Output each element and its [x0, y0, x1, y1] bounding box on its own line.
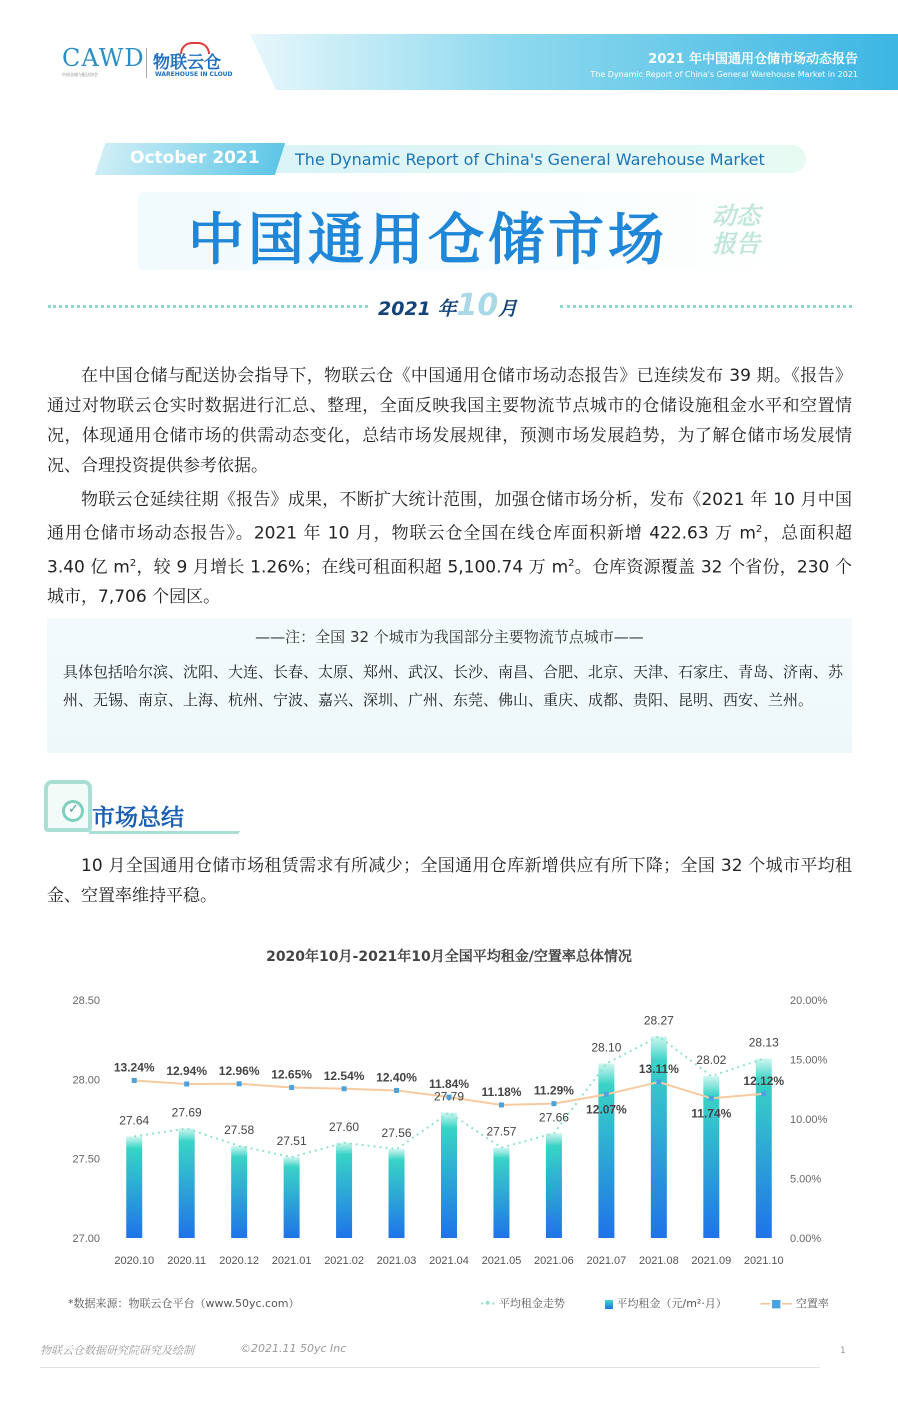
vacancy-marker: [184, 1082, 189, 1087]
vacancy-value-label: 12.07%: [586, 1102, 627, 1117]
vacancy-value-label: 13.24%: [113, 1060, 155, 1075]
x-tick-label: 2021.05: [481, 1255, 522, 1267]
trend-legend-icon: ·•·: [480, 1297, 496, 1310]
rent-value-label: 27.66: [538, 1110, 569, 1125]
stats-text-3: ，较 9 月增长 1.26%；在线可租面积超 5,100.74 万 m: [136, 557, 569, 578]
vacancy-marker: [237, 1081, 242, 1086]
report-date-year: 2021 年: [378, 298, 457, 320]
vacancy-marker: [761, 1091, 766, 1096]
stats-text-2: ，总面积超 3.40 亿 m: [47, 523, 852, 578]
rent-value-label: 27.69: [171, 1105, 202, 1120]
banner-title-en: The Dynamic Report of China's General Warehouse Market: [295, 150, 765, 169]
x-tick-label: 2020.10: [114, 1255, 155, 1267]
rent-bar: [231, 1146, 247, 1238]
vacancy-value-label: 11.29%: [533, 1083, 574, 1098]
chart-source: *数据来源：物联云仓平台（www.50yc.com）: [68, 1297, 300, 1310]
x-tick-label: 2021.01: [271, 1255, 312, 1267]
rent-value-label: 28.10: [591, 1040, 622, 1055]
vacancy-marker: [342, 1086, 347, 1091]
x-tick-label: 2021.04: [429, 1255, 469, 1267]
wlyc-logo: 物联云仓: [153, 53, 221, 73]
note-body: 具体包括哈尔滨、沈阳、大连、长春、太原、郑州、武汉、长沙、南昌、合肥、北京、天津、石家庄、青岛、济南、苏州、无锡、南京、上海、杭州、宁波、嘉兴、深圳、广州、东莞、佛山、重庆、成都、贵阳、昆明、西安、兰州。: [63, 663, 844, 709]
sup-1: 2: [755, 524, 763, 535]
city-note-box: [47, 618, 852, 753]
bar-legend-icon: [605, 1300, 613, 1309]
rent-value-label: 27.79: [433, 1089, 465, 1104]
y-left-tick-label: 28.50: [72, 995, 100, 1007]
vacancy-marker: [656, 1079, 661, 1084]
legend-rent: [605, 1295, 727, 1311]
y-left-tick-label: 28.00: [72, 1074, 100, 1087]
summary-paragraph: 10 月全国通用仓储市场租赁需求有所减少；全国通用仓库新增供应有所下降；全国 32 个城市平均租金、空置率维持平稳。: [47, 856, 852, 906]
check-icon: ✓: [68, 802, 79, 817]
vacancy-marker: [289, 1085, 294, 1090]
y-left-tick-label: 27.00: [72, 1233, 100, 1245]
vacancy-value-label: 11.84%: [428, 1077, 470, 1092]
vacancy-value-label: 13.11%: [638, 1061, 679, 1076]
footer-copyright: ©2021.11 50yc Inc: [240, 1342, 347, 1355]
rent-value-label: 27.64: [119, 1113, 150, 1128]
chart-title: 2020年10月-2021年10月全国平均租金/空置率总体情况: [266, 949, 632, 965]
rent-bar: [336, 1143, 352, 1238]
legend-vacancy-label: 空置率: [795, 1297, 829, 1310]
y-right-tick-label: 5.00%: [790, 1173, 822, 1186]
main-title-sub: 动态报告: [712, 202, 760, 258]
note-title: ——注：全国 32 个城市为我国部分主要物流节点城市——: [255, 628, 644, 646]
vacancy-value-label: 11.18%: [481, 1084, 522, 1099]
legend-trend: [480, 1295, 565, 1311]
rent-bar: [389, 1149, 405, 1238]
section-title: 市场总结: [92, 805, 184, 831]
footer-divider: [40, 1367, 820, 1368]
page-header: [0, 0, 898, 100]
rent-bar: [598, 1063, 614, 1238]
rent-vacancy-chart: [0, 975, 898, 1290]
rent-bar: [441, 1113, 457, 1238]
x-tick-label: 2021.02: [324, 1255, 364, 1267]
header-title: 2021 年中国通用仓储市场动态报告: [648, 52, 858, 67]
legend-vacancy: [760, 1295, 829, 1311]
rent-value-label: 28.13: [748, 1035, 779, 1050]
x-tick-label: 2021.09: [691, 1255, 732, 1267]
rent-bar: [546, 1133, 562, 1238]
stats-text-1: 物联云仓延续往期《报告》成果，不断扩大统计范围，加强仓储市场分析，发布《2021 年 10 月中国通用仓储市场动态报告》。2021 年 10 月，物联云仓全国在线仓库面积新增 422.63 万 m: [47, 490, 852, 544]
cawd-logo-subtitle: 中国仓储与配送协会: [62, 72, 98, 77]
rent-bar: [179, 1129, 195, 1238]
vacancy-marker: [394, 1088, 399, 1093]
y-right-tick-label: 10.00%: [790, 1114, 828, 1126]
x-tick-label: 2020.11: [167, 1255, 207, 1267]
x-tick-label: 2021.06: [534, 1255, 574, 1267]
legend-trend-label: 平均租金走势: [498, 1297, 565, 1310]
cawd-logo: CAWD: [62, 44, 145, 72]
vacancy-value-label: 11.74%: [691, 1106, 732, 1121]
y-right-tick-label: 20.00%: [790, 995, 828, 1007]
sup-3: 2: [568, 557, 575, 569]
rent-value-label: 27.57: [486, 1124, 517, 1139]
rent-value-label: 27.51: [276, 1134, 307, 1149]
rent-bar: [493, 1148, 509, 1238]
intro-paragraph: 在中国仓储与配送协会指导下，物联云仓《中国通用仓储市场动态报告》已连续发布 39 期。《报告》通过对物联云仓实时数据进行汇总、整理，全面反映我国主要物流节点城市的仓储设施租金水平和空置情况，体现通用仓储市场的供需动态变化，总结市场发展规律，预测市场发展趋势，为了解仓储市场发展情况、合理投资提供参考依据。: [47, 366, 852, 476]
date-divider-left: [48, 305, 368, 308]
vacancy-value-label: 12.96%: [218, 1063, 260, 1078]
vacancy-marker: [709, 1096, 714, 1101]
vacancy-value-label: 12.12%: [743, 1073, 785, 1088]
y-left-tick-label: 27.50: [72, 1153, 100, 1166]
rent-value-label: 27.58: [224, 1122, 255, 1137]
x-tick-label: 2021.10: [743, 1255, 784, 1267]
x-tick-label: 2021.07: [586, 1255, 627, 1267]
report-date-suffix: 月: [498, 298, 518, 320]
banner-month: October 2021: [130, 148, 260, 168]
stats-paragraph: [47, 485, 852, 612]
page-number: 1: [840, 1346, 846, 1356]
rent-bar: [126, 1136, 142, 1238]
wlyc-logo-subtitle: WAREHOUSE IN CLOUD: [155, 71, 233, 78]
logo-separator: [146, 48, 147, 78]
x-tick-label: 2021.08: [638, 1255, 679, 1267]
y-right-tick-label: 15.00%: [790, 1054, 828, 1067]
footer-credit: 物联云仓数据研究院研究及绘制: [40, 1344, 194, 1357]
vacancy-marker: [132, 1078, 137, 1083]
legend-rent-label: 平均租金（元/m²·月）: [616, 1297, 727, 1310]
rent-value-label: 28.27: [643, 1013, 674, 1028]
vacancy-value-label: 12.54%: [323, 1068, 365, 1083]
vacancy-value-label: 12.40%: [376, 1070, 417, 1085]
report-banner: [100, 143, 805, 175]
x-tick-label: 2021.03: [376, 1255, 417, 1267]
stats-text-4: 。仓库资源覆盖 32 个省份，230 个城市，7,706 个园区。: [47, 557, 852, 608]
rent-value-label: 27.60: [329, 1119, 360, 1134]
rent-value-label: 28.02: [696, 1053, 727, 1068]
report-date: [378, 288, 517, 323]
sup-2: 2: [129, 557, 137, 569]
report-date-month: 10: [456, 288, 499, 323]
rent-bar: [284, 1157, 300, 1238]
rent-value-label: 27.56: [381, 1126, 412, 1141]
vacancy-marker: [604, 1092, 609, 1097]
vacancy-value-label: 12.94%: [166, 1064, 208, 1079]
vacancy-marker: [551, 1101, 556, 1106]
vacancy-value-label: 12.65%: [271, 1067, 312, 1082]
header-subtitle: The Dynamic Report of China's General Warehouse Market in 2021: [590, 70, 858, 79]
vacancy-legend-icon: —■—: [760, 1297, 793, 1310]
y-right-tick-label: 0.00%: [790, 1233, 822, 1245]
vacancy-marker: [499, 1102, 504, 1107]
date-divider-right: [560, 305, 852, 308]
x-tick-label: 2020.12: [219, 1255, 260, 1267]
main-title: 中国通用仓储市场: [188, 208, 668, 273]
